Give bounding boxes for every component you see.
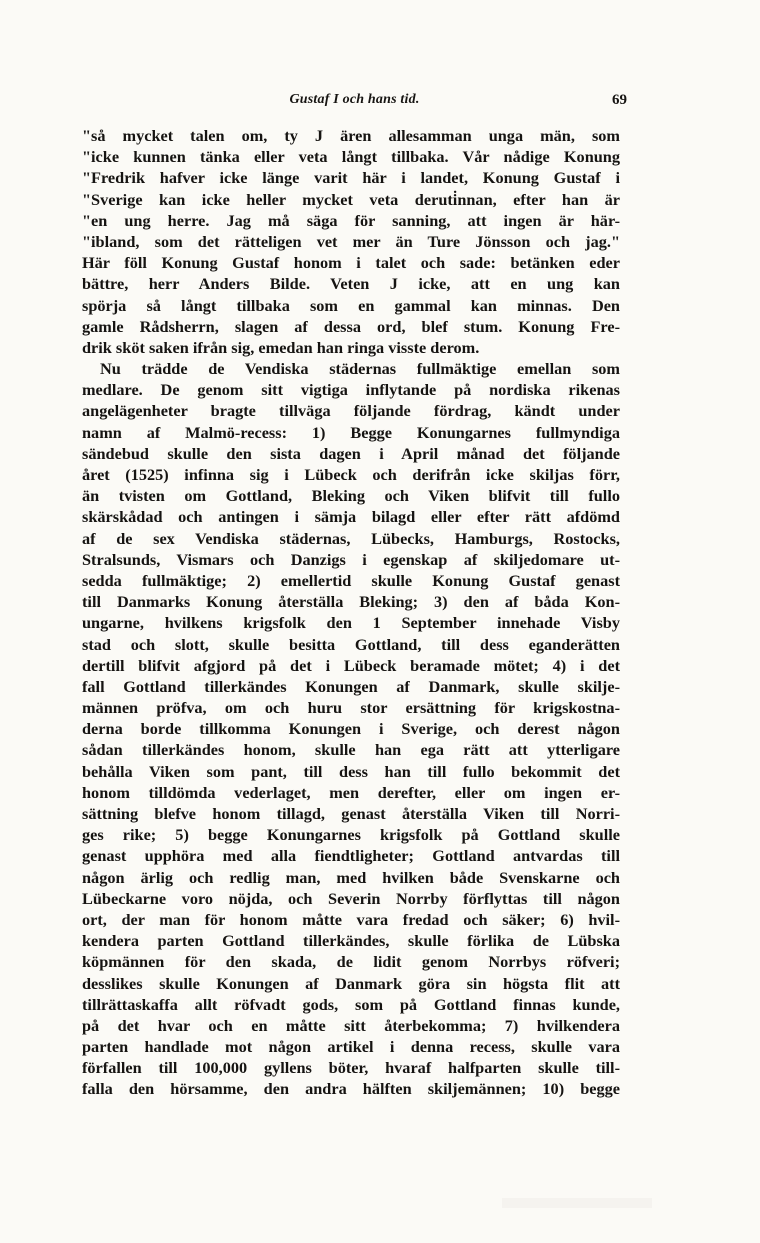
text-line: af de sex Vendiska städernas, Lübecks, Hamburgs, Rostocks, bbox=[82, 528, 620, 548]
text-line: genast upphöra med alla fiendtligheter; Gottland antvardas till bbox=[82, 846, 620, 866]
text-line: "en ung herre. Jag må säga för sanning, att ingen är här- bbox=[82, 210, 620, 230]
text-line: behålla Viken som pant, till dess han till fullo bekommit det bbox=[82, 761, 620, 781]
text-line: "icke kunnen tänka eller veta långt tillbaka. Vår nådige Konung bbox=[82, 147, 620, 167]
text-line: kendera parten Gottland tillerkändes, skulle förlika de Lübska bbox=[82, 931, 620, 951]
text-line: "ibland, som det rätteligen vet mer än Ture Jönsson och jag." bbox=[82, 231, 620, 251]
text-line: ungarne, hvilkens krigsfolk den 1 September innehade Visby bbox=[82, 613, 620, 633]
text-line: angelägenheter bragte tillväga följande fördrag, kändt under bbox=[82, 401, 620, 421]
text-line: skärskådad och antingen i sämja bilagd eller efter rätt afdömd bbox=[82, 507, 620, 527]
text-line: köpmännen för den skada, de lidit genom Norrbys röfveri; bbox=[82, 952, 620, 972]
text-line: sättning blefve honom tillagd, genast återställa Viken till Norri- bbox=[82, 804, 620, 823]
running-title: Gustaf I och hans tid. bbox=[289, 92, 420, 107]
text-line: året (1525) infinna sig i Lübeck och derifrån icke skiljas förr, bbox=[82, 465, 620, 484]
text-line: desslikes skulle Konungen af Danmark göra sin högsta flit att bbox=[82, 973, 620, 993]
text-line: sådan tillerkändes honom, skulle han ega rätt att ytterligare bbox=[82, 740, 620, 760]
text-line: än tvisten om Gottland, Bleking och Viken blifvit till fullo bbox=[82, 486, 620, 506]
text-line: "Fredrik hafver icke länge varit här i landet, Konung Gustaf i bbox=[82, 168, 620, 188]
text-line: bättre, herr Anders Bilde. Veten J icke, att en ung kan bbox=[82, 274, 620, 294]
scan-watermark-icon bbox=[500, 1190, 660, 1218]
text-line: ort, der man för honom måtte vara fredad och säker; 6) hvil- bbox=[82, 909, 620, 929]
text-line: någon ärlig och redlig man, med hvilken både Svenskarne och bbox=[82, 867, 620, 887]
text-line: honom tilldömda vederlaget, men derefter, eller om ingen er- bbox=[82, 782, 620, 802]
text-line: stad och slott, skulle besitta Gottland, till dess eganderätten bbox=[82, 634, 620, 654]
text-line: Här föll Konung Gustaf honom i talet och sade: betänken eder bbox=[82, 253, 620, 273]
text-line: "Sverige kan icke heller mycket veta deruti̇nnan, efter han är bbox=[82, 189, 620, 209]
body-text bbox=[82, 125, 620, 1100]
text-line: spörja så långt tillbaka som en gammal kan minnas. Den bbox=[82, 295, 620, 315]
text-line: parten handlade mot någon artikel i denna recess, skulle vara bbox=[82, 1037, 620, 1057]
text-line: sändebud skulle den sista dagen i April månad det följande bbox=[82, 443, 620, 463]
text-line: ges rike; 5) begge Konungarnes krigsfolk på Gottland skulle bbox=[82, 825, 620, 845]
text-line: fall Gottland tillerkändes Konungen af Danmark, skulle skilje- bbox=[82, 676, 620, 696]
text-line: dertill blifvit afgjord på det i Lübeck beramade mötet; 4) i det bbox=[82, 655, 620, 675]
text-line: tillrättaskaffa allt röfvadt gods, som på Gottland finnas kunde, bbox=[82, 994, 620, 1014]
page-header bbox=[82, 92, 627, 114]
text-line: falla den hörsamme, den andra hälften skiljemännen; 10) begge bbox=[82, 1079, 620, 1099]
text-line: Lübeckarne voro nöjda, och Severin Norrby förflyttas till någon bbox=[82, 888, 620, 908]
text-line: Nu trädde de Vendiska städernas fullmäktige emellan som bbox=[100, 359, 620, 379]
text-line: gamle Rådsherrn, slagen af dessa ord, blef stum. Konung Fre- bbox=[82, 316, 620, 336]
text-line: till Danmarks Konung återställa Bleking; 3) den af båda Kon- bbox=[82, 592, 620, 612]
text-line: medlare. De genom sitt vigtiga inflytande på nordiska rikenas bbox=[82, 380, 620, 400]
text-line: drik sköt saken ifrån sig, emedan han ringa visste derom. bbox=[82, 337, 480, 357]
text-line: männen pröfva, om och huru stor ersättning för krigskostna- bbox=[82, 698, 620, 718]
text-line: "så mycket talen om, ty J ären allesamman unga män, som bbox=[82, 126, 620, 145]
text-line: Stralsunds, Vismars och Danzigs i egenskap af skiljedomare ut- bbox=[82, 549, 620, 569]
page-number: 69 bbox=[612, 92, 627, 108]
text-line: namn af Malmö-recess: 1) Begge Konungarnes fullmyndiga bbox=[82, 422, 620, 442]
text-line: förfallen till 100,000 gyllens böter, hvaraf halfparten skulle till- bbox=[82, 1058, 620, 1078]
text-line: derna borde tillkomma Konungen i Sverige, och derest någon bbox=[82, 719, 620, 739]
text-line: sedda fullmäktige; 2) emellertid skulle Konung Gustaf genast bbox=[82, 570, 620, 590]
text-line: på det hvar och en måtte sitt återbekomma; 7) hvilkendera bbox=[82, 1015, 620, 1035]
